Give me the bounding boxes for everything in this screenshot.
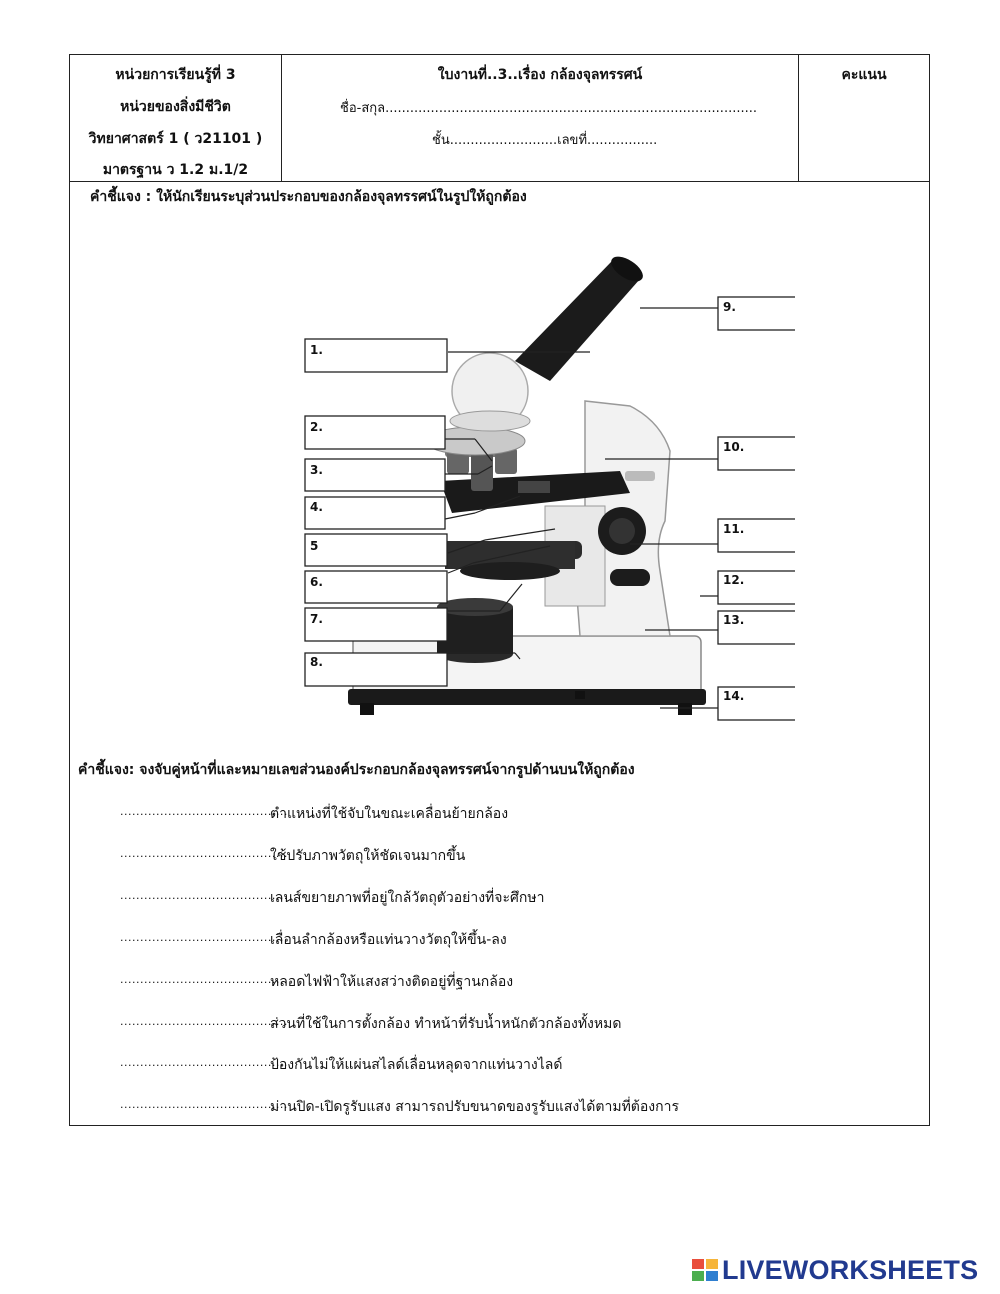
microscope-diagram	[230, 241, 795, 733]
score-label: คะแนน	[841, 67, 887, 83]
function-description: ตำแหน่งที่ใช้จับในขณะเคลื่อนย้ายกล้อง	[270, 806, 509, 822]
label-number-1: 1.	[310, 343, 323, 357]
worksheet	[69, 54, 930, 1126]
label-number-5: 5	[310, 539, 319, 553]
label-number-13: 13.	[723, 613, 745, 627]
logo-grid-icon	[692, 1259, 718, 1281]
label-number-4: 4.	[310, 500, 323, 514]
label-number-7: 7.	[310, 612, 323, 626]
brand-name: LIVEWORKSHEETS	[722, 1254, 979, 1285]
label-number-6: 6.	[310, 575, 323, 589]
label-box[interactable]	[305, 653, 447, 686]
label-number-12: 12.	[723, 573, 745, 587]
label-number-8: 8.	[310, 655, 323, 669]
function-description: ใช้ปรับภาพวัตถุให้ชัดเจนมากขึ้น	[270, 848, 466, 864]
name-field[interactable]: ชื่อ-สกุล..........................................................................................	[340, 101, 758, 116]
label-box[interactable]	[305, 339, 447, 372]
function-description: ม่านปิด-เปิดรูรับแสง สามารถปรับขนาดของรูรับแสงได้ตามที่ต้องการ	[270, 1099, 679, 1115]
answer-blank[interactable]: ..........................................	[120, 973, 288, 986]
label-box[interactable]	[305, 497, 445, 529]
label-box[interactable]	[305, 608, 447, 641]
answer-blank[interactable]: ..........................................	[120, 1056, 288, 1069]
function-description: เลนส์ขยายภาพที่อยู่ใกล้วัตถุตัวอย่างที่จะศึกษา	[270, 890, 545, 906]
label-box[interactable]	[305, 416, 445, 449]
label-number-3: 3.	[310, 463, 323, 477]
answer-blank[interactable]: ..........................................	[120, 805, 288, 818]
title-cell	[282, 55, 799, 181]
label-number-2: 2.	[310, 420, 323, 434]
label-box[interactable]	[305, 571, 447, 603]
instruction-label-parts: คำชี้แจง : ให้นักเรียนระบุส่วนประกอบของกล้องจุลทรรศน์ในรูปให้ถูกต้อง	[90, 189, 527, 205]
function-description: เลื่อนลำกล้องหรือแท่นวางวัตถุให้ขึ้น-ลง	[270, 932, 507, 948]
answer-blank[interactable]: ..........................................	[120, 931, 288, 944]
liveworksheets-logo	[692, 1255, 978, 1285]
answer-blank[interactable]: ..........................................	[120, 1098, 288, 1111]
answer-blank[interactable]: ..........................................	[120, 847, 288, 860]
function-description: ส่วนที่ใช้ในการตั้งกล้อง ทำหน้าที่รับน้ำหนักตัวกล้องทั้งหมด	[270, 1016, 622, 1032]
label-box[interactable]	[305, 534, 447, 566]
answer-blank[interactable]: ..........................................	[120, 889, 288, 902]
function-description: ป้องกันไม่ให้แผ่นสไลด์เลื่อนหลุดจากแท่นวางไลด์	[270, 1057, 563, 1073]
score-cell	[799, 55, 929, 181]
answer-blank[interactable]: ..........................................	[120, 1015, 288, 1028]
label-boxes-left	[305, 339, 447, 686]
label-number-11: 11.	[723, 522, 745, 536]
label-number-9: 9.	[723, 300, 736, 314]
unit-number: หน่วยการเรียนรู้ที่ 3	[115, 67, 236, 83]
subject-code: วิทยาศาสตร์ 1 ( ว21101 )	[88, 131, 263, 147]
label-box[interactable]	[305, 459, 445, 491]
instruction-label-matching: คำชี้แจง: จงจับคู่หน้าที่และหมายเลขส่วนองค์ประกอบกล้องจุลทรรศน์จากรูปด้านบนให้ถูกต้อง	[78, 762, 635, 778]
unit-info-cell	[70, 55, 282, 181]
label-number-10: 10.	[723, 440, 745, 454]
label-number-14: 14.	[723, 689, 745, 703]
class-number-field[interactable]: ชั้น..........................เลขที่.................	[432, 133, 658, 148]
function-description: หลอดไฟฟ้าให้แสงสว่างติดอยู่ที่ฐานกล้อง	[270, 974, 514, 990]
worksheet-title: ใบงานที่..3..เรื่อง กล้องจุลทรรศน์	[437, 67, 643, 83]
standard: มาตรฐาน ว 1.2 ม.1/2	[102, 162, 249, 178]
unit-name: หน่วยของสิ่งมีชีวิต	[120, 99, 231, 115]
label-boxes-right	[718, 297, 795, 720]
header-table	[70, 55, 929, 182]
